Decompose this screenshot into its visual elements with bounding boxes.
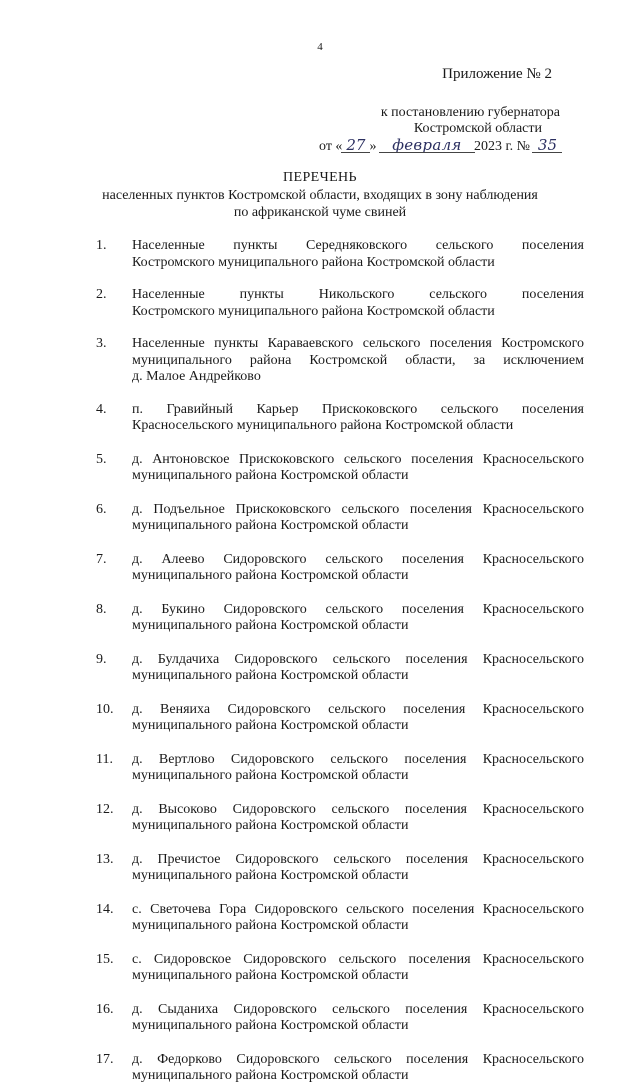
list-item-line: муниципального района Костромской области [132,718,409,733]
list-item-line: муниципального района Костромской области [132,818,409,833]
list-item-line: д. Федорково Сидоровского сельского поселения Красносельского [132,1051,584,1067]
list-item-line: д. Высоково Сидоровского сельского поселения Красносельского [132,801,584,817]
decree-date-line [319,136,561,155]
settlements-list [0,238,640,1085]
list-item-number: 8. [96,601,107,617]
list-item-text [132,952,584,985]
list-item [0,502,640,535]
list-item-line: д. Вертлово Сидоровского сельского поселения Красносельского [132,751,584,767]
list-item [0,452,640,485]
list-item-line: муниципального района Костромской области [132,468,409,483]
page-number: 4 [317,41,323,53]
list-item-number: 5. [96,451,107,467]
list-item-line: д. Пречистое Сидоровского сельского поселения Красносельского [132,851,584,867]
list-item-line: Костромского муниципального района Костромской области [132,303,495,319]
list-item-text [132,502,584,535]
list-item-line: муниципального района Костромской области [132,968,409,983]
handwritten-month: февраля [380,136,474,154]
decree-reference-line2: Костромской области [413,121,542,136]
list-item-number: 6. [96,501,107,517]
list-item-line: д. Алеево Сидоровского сельского поселения Красносельского [132,551,584,567]
list-item-text [132,452,584,485]
list-item [0,752,640,785]
list-item-text [132,752,584,785]
list-item-number: 3. [96,336,107,351]
document-title: ПЕРЕЧЕНЬ [283,170,357,185]
list-item-line: муниципального района Костромской области [132,618,409,633]
list-item-line: муниципального района Костромской области [132,568,409,583]
list-item-number: 12. [96,801,114,817]
list-item [0,336,640,386]
list-item [0,702,640,735]
list-item-line: муниципального района Костромской области [132,518,409,533]
list-item-number: 10. [96,701,114,717]
list-item-text [132,702,584,735]
list-item [0,902,640,935]
list-item-line: муниципального района Костромской области [132,668,409,683]
list-item-number: 15. [96,951,114,967]
list-item-text [132,402,584,435]
list-item-line: Населенные пункты Середняковского сельского поселения [132,238,584,253]
list-item-number: 7. [96,551,107,567]
list-item-line: Населенные пункты Никольского сельского поселения [132,287,584,302]
list-item-number: 1. [96,238,107,253]
decree-reference-line1: к постановлению губернатора [380,105,560,120]
list-item [0,238,640,271]
list-item-line: д. Булдачиха Сидоровского сельского поселения Красносельского [132,651,584,667]
list-item-text [132,902,584,935]
list-item-line: муниципального района Костромской области [132,918,409,933]
decree-date-mid: » [369,139,377,154]
subtitle-line: по африканской чуме свиней [233,205,407,220]
list-item-line: д. Сыданиха Сидоровского сельского поселения Красносельского [132,1001,584,1017]
list-item-text [132,238,584,271]
list-item [0,287,640,320]
list-item-number: 16. [96,1001,114,1017]
list-item-line: д. Букино Сидоровского сельского поселения Красносельского [132,601,584,617]
list-item-line: д. Подъельное Прискоковского сельского поселения Красносельского [132,501,584,517]
list-item [0,552,640,585]
list-item-line: с. Светочева Гора Сидоровского сельского поселения Красносельского [132,901,584,917]
decree-year: 2023 г. № [473,139,530,154]
decree-date-prefix: от « [319,139,343,154]
subtitle-line: населенных пунктов Костромской области, входящих в зону наблюдения [102,188,538,203]
list-item-line: Красносельского муниципального района Костромской области [132,418,514,433]
document-subtitle [0,187,640,221]
appendix-title: Приложение № 2 [442,66,552,82]
list-item-number: 4. [96,401,107,417]
list-item-text [132,1002,584,1035]
list-item [0,602,640,635]
list-item [0,852,640,885]
list-item-line: Костромского муниципального района Костромской области [132,254,495,270]
list-item-line: Населенные пункты Караваевского сельского поселения Костромского [132,336,584,351]
list-item-line: муниципального района Костромской области [132,768,409,783]
list-item-line: д. Антоновское Прискоковского сельского поселения Красносельского [132,451,584,467]
list-item [0,952,640,985]
list-item-line: муниципального района Костромской области, за исключением [132,352,584,368]
list-item-line: муниципального района Костромской области [132,868,409,883]
list-item-line: д. Малое Андрейково [132,369,261,384]
list-item-text [132,652,584,685]
list-item [0,802,640,835]
list-item-line: д. Веняиха Сидоровского сельского поселения Красносельского [132,701,584,717]
list-item [0,402,640,435]
list-item-number: 17. [96,1051,114,1067]
list-item-text [132,802,584,835]
list-item-text [132,552,584,585]
list-item [0,652,640,685]
list-item-line: муниципального района Костромской области [132,1018,409,1033]
list-item-number: 9. [96,651,107,667]
list-item-text [132,287,584,320]
handwritten-number: 35 [533,136,561,154]
list-item [0,1052,640,1085]
list-item-number: 14. [96,901,114,917]
list-item [0,1002,640,1035]
list-item-text [132,852,584,885]
list-item-number: 11. [96,751,113,767]
list-item-text [132,1052,584,1085]
list-item-number: 2. [96,287,107,302]
list-item-line: с. Сидоровское Сидоровского сельского поселения Красносельского [132,951,584,967]
list-item-text [132,602,584,635]
handwritten-day: 27 [342,136,369,154]
list-item-number: 13. [96,851,114,867]
list-item-text [132,336,584,386]
list-item-line: п. Гравийный Карьер Прискоковского сельского поселения [132,401,584,417]
list-item-line: муниципального района Костромской области [132,1068,409,1083]
